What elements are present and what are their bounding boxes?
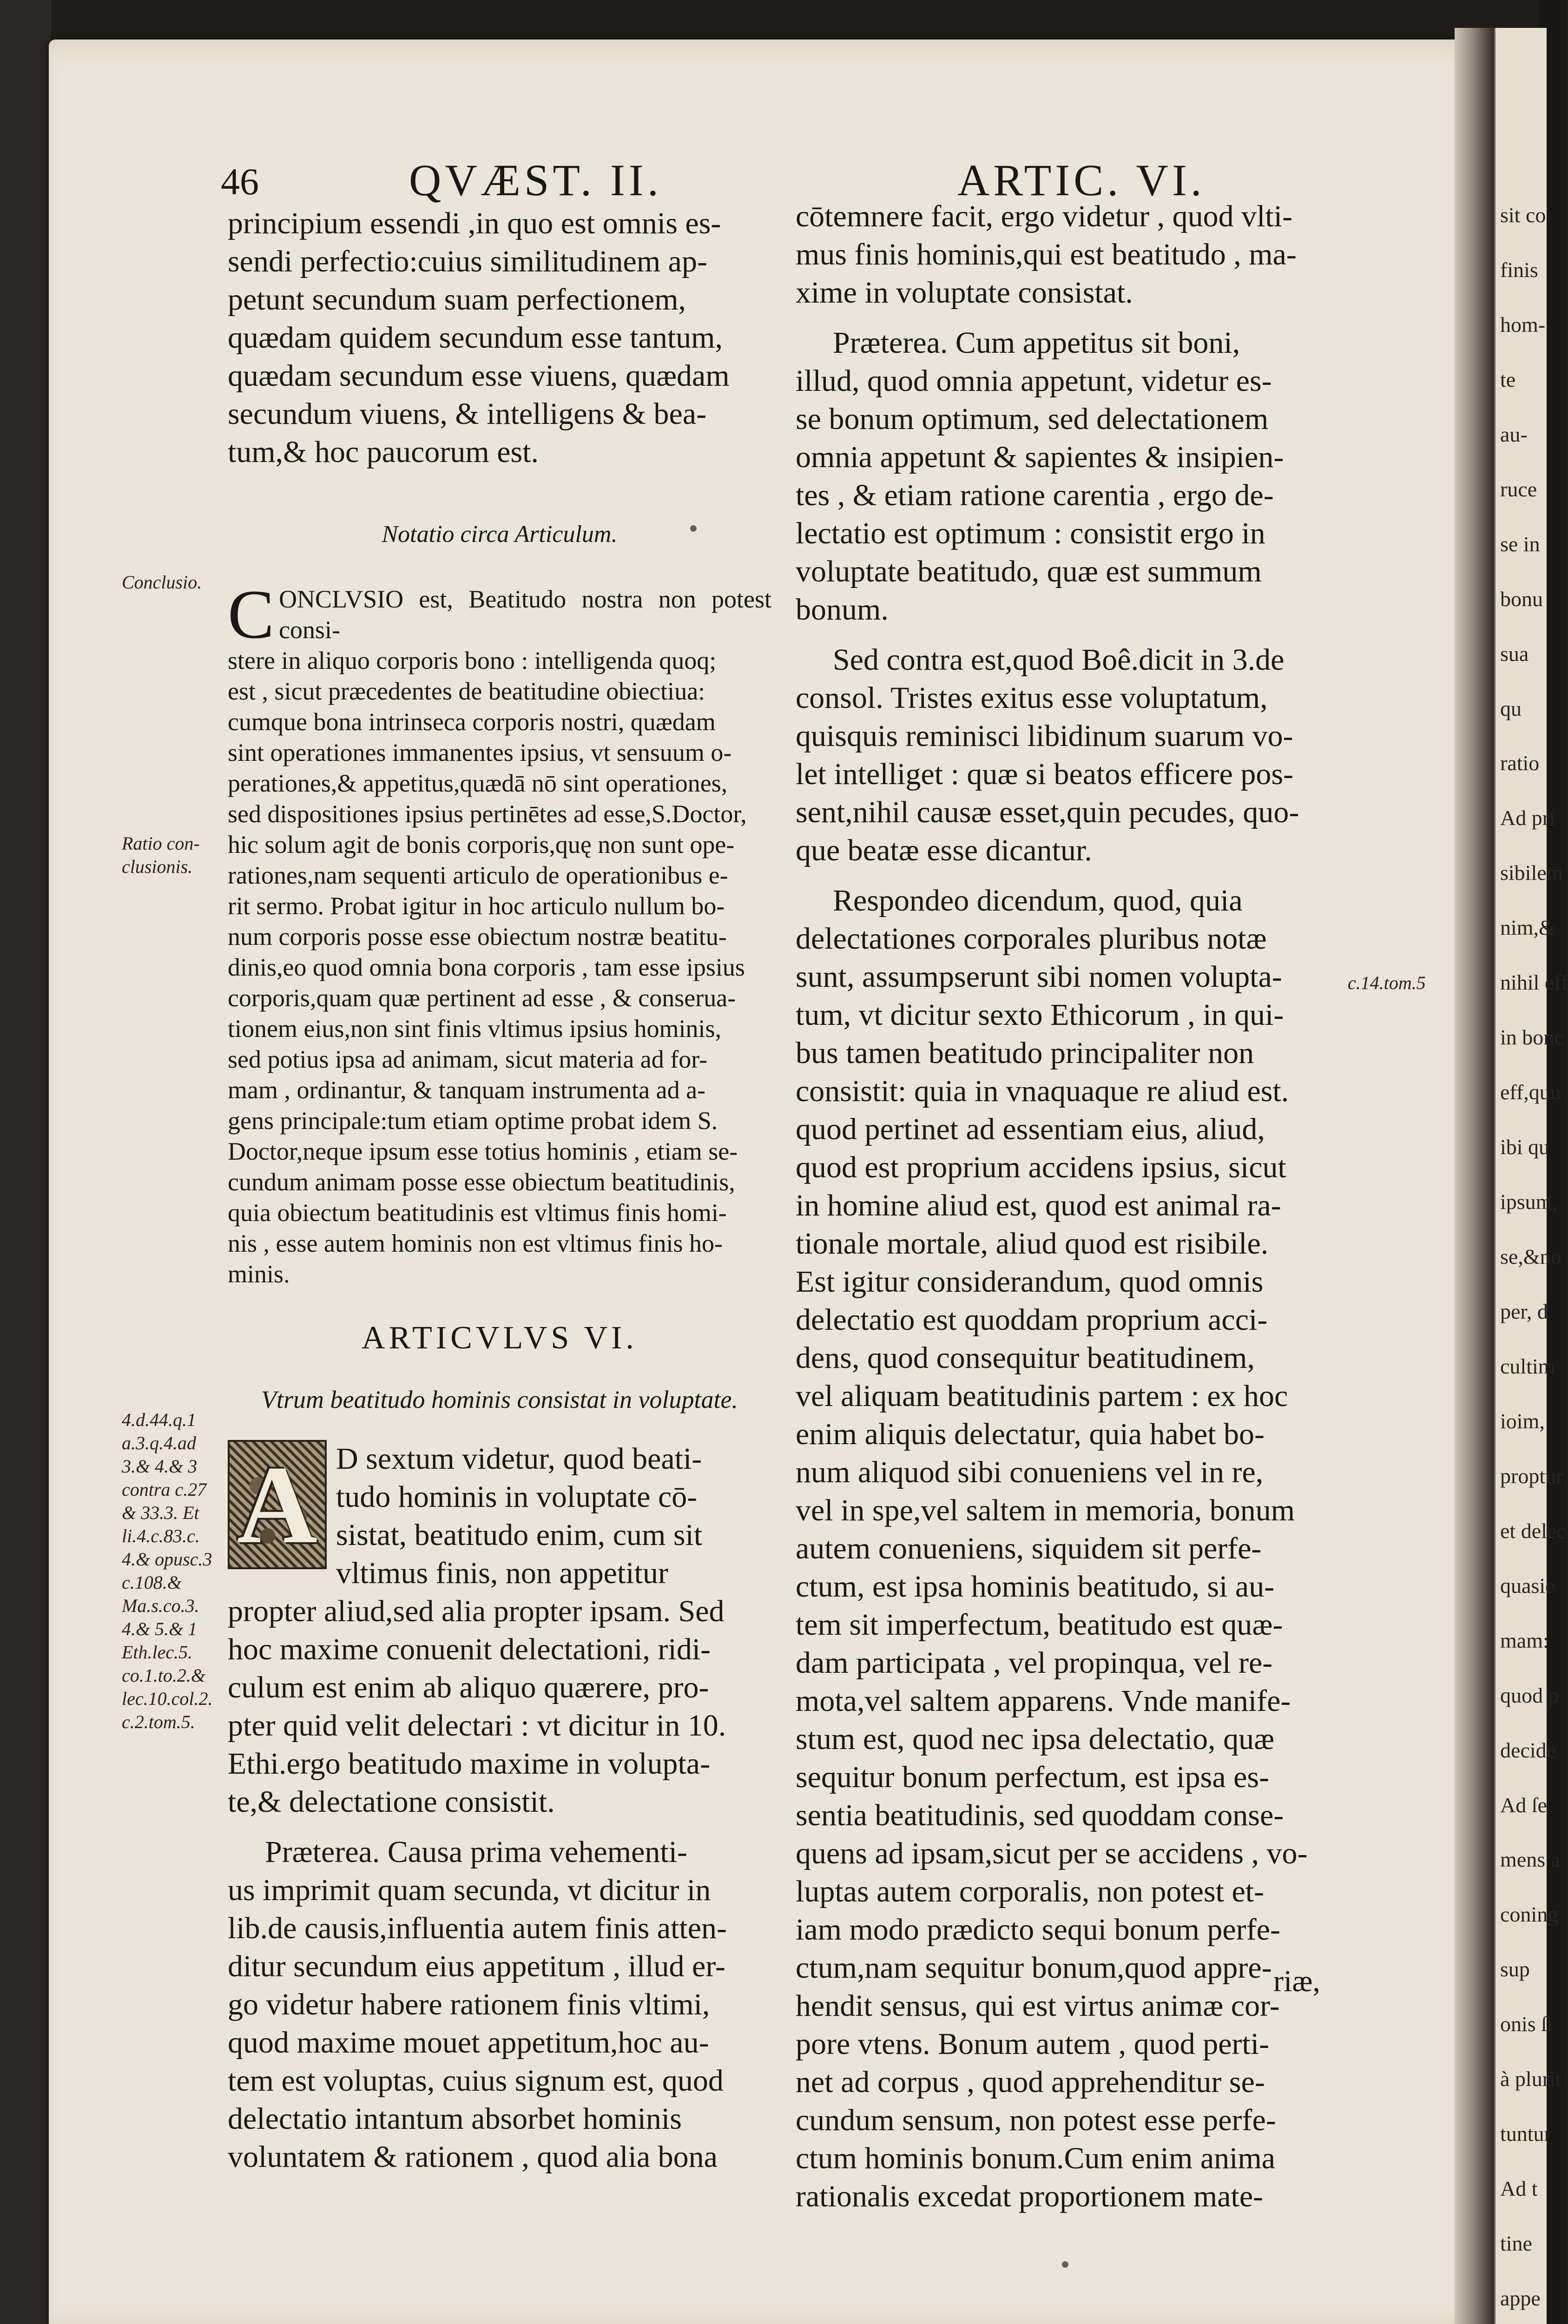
next-page-fragment: finis (1500, 257, 1538, 282)
ink-speck (1062, 2261, 1068, 2268)
next-page-fragment: Ad pri (1500, 806, 1555, 830)
next-page-fragment: cultim (1500, 1354, 1555, 1378)
text-line: omnia appetunt & sapientes & insipien- (796, 440, 1284, 474)
margin-note-line: c.108.& (122, 1572, 182, 1593)
text-line: sendi perfectio:cuius similitudinem ap- (228, 244, 707, 278)
text-line: delectationes corporales pluribus notæ (796, 922, 1267, 956)
text-line: te,& delectatione consistit. (228, 1785, 555, 1819)
text-line: enim aliquis delectatur, quia habet bo- (796, 1417, 1265, 1451)
text-line: tum, vt dicitur sexto Ethicorum , in qui- (796, 998, 1284, 1032)
next-page-fragment: appe (1500, 2286, 1541, 2311)
text-line: hendit sensus, qui est virtus animæ cor- (796, 1989, 1280, 2023)
article-question: Vtrum beatitudo hominis consistat in voluptate. (261, 1386, 738, 1413)
text-line: Præterea. Causa prima vehementi- (265, 1835, 688, 1869)
text-line: hoc maxime conuenit delectationi, ridi- (228, 1632, 711, 1666)
margin-note-line: Ma.s.co.3. (122, 1595, 199, 1616)
article-paragraph (228, 1440, 771, 1821)
next-page-edge (1494, 28, 1568, 2324)
running-header-left: QVÆST. II. (409, 155, 662, 205)
next-page-fragment: hom- (1500, 312, 1546, 337)
next-page-fragment: per, d (1500, 1299, 1548, 1323)
text-line: dinis,eo quod omnia bona corporis , tam esse ipsius (228, 953, 745, 981)
margin-note-line: clusionis. (122, 856, 193, 877)
text-line: hic solum agit de bonis corporis,quę non sunt ope- (228, 831, 735, 858)
text-line: ditur secundum eius appetitum , illud er- (228, 1949, 725, 1983)
text-line: vel aliquam beatitudinis partem : ex hoc (796, 1379, 1288, 1413)
text-line: quens ad ipsam,sicut per se accidens , vo- (796, 1836, 1308, 1870)
next-page-fragment: Ad t (1500, 2177, 1538, 2201)
next-page-fragment: ipsum, (1500, 1190, 1558, 1214)
next-page-fragment: se,&no (1500, 1245, 1561, 1269)
text-line: Ethi.ergo beatitudo maxime in volupta- (228, 1747, 711, 1781)
next-page-fragment: quasie (1500, 1573, 1555, 1598)
next-page-fragment: in bonc (1500, 1025, 1564, 1050)
text-line: stere in aliquo corporis bono : intelligenda quoq; (228, 647, 717, 674)
text-line: illud, quod omnia appetunt, videtur es- (796, 364, 1272, 398)
next-page-fragment: ibi qu (1500, 1135, 1550, 1159)
text-line: quædam quidem secundum esse tantum, (228, 321, 723, 355)
paragraph-sed-contra (796, 641, 1342, 870)
margin-note-line: 4.& opusc.3 (122, 1549, 212, 1570)
text-line: tem est voluptas, cuius signum est, quod (228, 2064, 724, 2098)
text-line: cōtemnere facit, ergo videtur , quod vlti- (796, 199, 1293, 233)
text-line: num corporis posse esse obiectum nostræ beatitu- (228, 923, 727, 951)
margin-note-line: co.1.to.2.& (122, 1665, 205, 1686)
text-line: nis , esse autem hominis non est vltimus finis ho- (228, 1229, 723, 1257)
article-title: ARTICVLVS VI. (362, 1320, 638, 1356)
text-line: delectatio intantum absorbet hominis (228, 2102, 682, 2136)
running-header-right: ARTIC. VI. (957, 155, 1206, 205)
text-line: ctum hominis bonum.Cum enim anima (796, 2141, 1276, 2175)
text-line: voluntatem & rationem , quod alia bona (228, 2140, 718, 2174)
text-line: petunt secundum suam perfectionem, (228, 283, 686, 317)
text-line: tum,& hoc paucorum est. (228, 435, 539, 469)
text-line: xime in voluptate consistat. (796, 276, 1133, 310)
page-number: 46 (221, 160, 259, 203)
next-page-fragment: onis ſi (1500, 2012, 1553, 2036)
text-line: rationes,nam sequenti articulo de operationibus e- (228, 861, 728, 889)
margin-note-ratio (122, 832, 215, 878)
next-page-fragment: proptur (1500, 1464, 1563, 1488)
next-page-fragment: se in (1500, 532, 1540, 556)
next-page-fragment: sibilem (1500, 861, 1563, 885)
margin-note-references (122, 1408, 233, 1734)
next-page-fragment: te (1500, 367, 1516, 391)
margin-note-conclusio: Conclusio. (122, 572, 202, 593)
text-line: mus finis hominis,qui est beatitudo , ma- (796, 238, 1297, 271)
catchword: riæ, (1273, 1964, 1320, 1998)
text-line: tionem eius,non sint finis vltimus ipsius hominis, (228, 1015, 722, 1043)
text-line: que beatæ esse dicantur. (796, 833, 1092, 867)
text-line: corporis,quam quæ pertinent ad esse , & conserua- (228, 984, 736, 1012)
text-line: tionale mortale, aliud quod est risibile. (796, 1227, 1269, 1261)
text-line: Præterea. Cum appetitus sit boni, (833, 326, 1240, 360)
text-line: lectatio est optimum : consistit ergo in (796, 516, 1265, 550)
next-page-fragment: ioim, (1500, 1409, 1545, 1433)
text-line: cundum animam posse esse obiectum beatitudinis, (228, 1168, 735, 1196)
text-line: quisquis reminisci libidinum suarum vo- (796, 719, 1293, 753)
left-column (228, 205, 771, 2176)
text-line: D sextum videtur, quod beati- (336, 1442, 702, 1476)
next-page-fragment: tine (1500, 2232, 1532, 2256)
next-page-fragment: sit co (1500, 203, 1546, 227)
text-line: sent,nihil causæ esset,quin pecudes, quo- (796, 795, 1299, 829)
text-line: quod maxime mouet appetitum,hoc au- (228, 2026, 709, 2060)
text-line: sistat, beatitudo enim, cum sit (336, 1518, 703, 1552)
next-page-fragment: sua (1500, 641, 1529, 666)
text-line: quod pertinet ad essentiam eius, aliud, (796, 1112, 1265, 1146)
text-line: rationalis excedat proportionem mate- (796, 2179, 1264, 2213)
text-line: mam , ordinantur, & tanquam instrumenta ad a- (228, 1076, 706, 1104)
margin-note-line: & 33.3. Et (122, 1502, 199, 1523)
text-line: pore vtens. Bonum autem , quod perti- (796, 2027, 1270, 2061)
text-line: minis. (228, 1260, 290, 1288)
margin-note-line: 3.& 4.& 3 (122, 1456, 198, 1477)
paragraph-praeterea (796, 324, 1342, 629)
text-line: Est igitur considerandum, quod omnis (796, 1265, 1264, 1299)
paragraph-continuation (796, 198, 1342, 312)
text-line: sunt, assumpserunt sibi nomen volupta- (796, 960, 1282, 994)
text-line: secundum viuens, & intelligens & bea- (228, 397, 707, 431)
margin-note-right-reference: c.14.tom.5 (1348, 972, 1426, 993)
text-line: Doctor,neque ipsum esse totius hominis , etiam se- (228, 1137, 738, 1165)
text-line: ctum, est ipsa hominis beatitudo, si au- (796, 1570, 1275, 1604)
text-line: voluptate beatitudo, quæ est summum (796, 555, 1262, 588)
right-column (796, 198, 1342, 2216)
ornamental-drop-capital-a (228, 1440, 327, 1569)
text-line: culum est enim ab aliquo quærere, pro- (228, 1670, 709, 1704)
text-line: net ad corpus , quod apprehenditur se- (796, 2065, 1265, 2099)
text-line: dam participata , vel propinqua, vel re- (796, 1646, 1273, 1680)
next-page-fragment: decide (1500, 1738, 1556, 1762)
text-line: luptas autem corporalis, non potest et- (796, 1875, 1265, 1908)
text-line: us imprimit quam secunda, vt dicitur in (228, 1873, 711, 1907)
text-line: go videtur habere rationem finis vltimi, (228, 1987, 710, 2021)
notatio-heading: Notatio circa Articulum. (382, 521, 618, 548)
text-line: tem sit imperfectum, beatitudo est quæ- (796, 1608, 1283, 1642)
text-line: let intelliget : quæ si beatos efficere pos- (796, 757, 1293, 791)
text-line: vel in spe,vel saltem in memoria, bonum (796, 1493, 1295, 1527)
margin-note-line: Eth.lec.5. (122, 1642, 193, 1663)
next-page-fragment: sup (1500, 1957, 1530, 1981)
text-line: bus tamen beatitudo principaliter non (796, 1036, 1254, 1070)
text-line: iam modo prædicto sequi bonum perfe- (796, 1913, 1280, 1947)
next-page-fragment: nihil eff (1500, 971, 1568, 995)
text-line: sequitur bonum perfectum, est ipsa es- (796, 1760, 1270, 1794)
text-line: consistit: quia in vnaquaque re aliud est. (796, 1074, 1289, 1108)
margin-note-line: 4.d.44.q.1 (122, 1409, 196, 1430)
text-line: autem conueniens, siquidem sit perfe- (796, 1532, 1262, 1565)
text-line: stum est, quod nec ipsa delectatio, quæ (796, 1722, 1275, 1756)
text-line: quia obiectum beatitudinis est vltimus finis homi- (228, 1199, 727, 1227)
next-page-fragment: ratio (1500, 751, 1540, 775)
margin-note-line: c.2.tom.5. (122, 1711, 195, 1732)
text-line: bonum. (796, 593, 889, 627)
text-line: pter quid velit delectari : vt dicitur in 10. (228, 1709, 726, 1743)
opening-paragraph (228, 205, 771, 471)
text-line: delectatio est quoddam proprium acci- (796, 1303, 1268, 1337)
text-line: se bonum optimum, sed delectationem (796, 402, 1269, 436)
next-page-fragment: quod p (1500, 1683, 1559, 1707)
ink-speck (690, 525, 697, 532)
text-line: sed potius ipsa ad animam, sicut materia ad for- (228, 1045, 708, 1073)
next-page-fragment: et delec (1500, 1519, 1566, 1543)
next-page-fragment: nim,& (1500, 916, 1555, 940)
margin-note-line: a.3.q.4.ad (122, 1433, 196, 1453)
text-line: cumque bona intrinseca corporis nostri, quædam (228, 708, 716, 736)
next-page-fragment: mens a (1500, 1848, 1561, 1872)
text-line: principium essendi ,in quo est omnis es- (228, 206, 721, 240)
text-line: vltimus finis, non appetitur (336, 1556, 668, 1590)
margin-note-line: Ratio con- (122, 833, 200, 854)
text-line: in homine aliud est, quod est animal ra- (796, 1188, 1281, 1222)
next-page-fragment: à plurit (1500, 2067, 1561, 2091)
next-page-fragment: mam: (1500, 1628, 1549, 1652)
next-page-fragment: eff,quu (1500, 1080, 1561, 1104)
text-line: tes , & etiam ratione carentia , ergo de- (796, 478, 1274, 512)
next-page-fragment: qu (1500, 696, 1522, 720)
notatio-paragraph (228, 576, 771, 1289)
text-line: sentia beatitudinis, sed quoddam conse- (796, 1798, 1284, 1832)
text-line: cundum sensum, non potest esse perfe- (796, 2103, 1276, 2137)
text-line: lib.de causis,influentia autem finis atten- (228, 1911, 727, 1945)
praeterea-paragraph (228, 1833, 771, 2176)
margin-note-line: li.4.c.83.c. (122, 1525, 200, 1546)
text-line: quædam secundum esse viuens, quædam (228, 359, 730, 393)
next-page-fragment: tuntur (1500, 2122, 1551, 2146)
next-page-fragment: Ad ſe (1500, 1793, 1547, 1817)
text-line: Respondeo dicendum, quod, quia (833, 884, 1243, 918)
drop-capital-letter: A (237, 1443, 318, 1566)
text-line: ctum,nam sequitur bonum,quod appre- (796, 1951, 1272, 1985)
scan-background-left (0, 0, 51, 2324)
text-line: dens, quod consequitur beatitudinem, (796, 1341, 1255, 1375)
text-line: perationes,& appetitus,quædā nō sint operationes, (228, 769, 728, 797)
next-page-fragment: ruce (1500, 477, 1537, 501)
text-line: quod est proprium accidens ipsius, sicut (796, 1150, 1286, 1184)
text-line: gens principale:tum etiam optime probat idem S. (228, 1107, 718, 1135)
margin-note-line: 4.& 5.& 1 (122, 1618, 198, 1639)
text-line: tudo hominis in voluptate cō- (336, 1480, 698, 1514)
text-line: sed dispositiones ipsius pertinētes ad esse,S.Doctor, (228, 800, 747, 828)
next-page-fragment: coning (1500, 1902, 1559, 1927)
text-line: mota,vel saltem apparens. Vnde manife- (796, 1684, 1291, 1718)
text-line: ONCLVSIO est, Beatitudo nostra non potest consi- (279, 585, 771, 644)
paragraph-respondeo (796, 882, 1342, 2216)
text-line: Sed contra est,quod Boê.dicit in 3.de (833, 643, 1285, 677)
margin-note-line: contra c.27 (122, 1479, 207, 1500)
text-line: num aliquod sibi conueniens vel in re, (796, 1455, 1264, 1489)
text-line: sint operationes immanentes ipsius, vt sensuum o- (228, 739, 732, 766)
text-line: rit sermo. Probat igitur in hoc articulo nullum bo- (228, 892, 725, 920)
next-page-fragment: au- (1500, 422, 1528, 446)
margin-note-line: lec.10.col.2. (122, 1688, 213, 1709)
drop-capital-c: C (228, 576, 275, 653)
text-line: est , sicut præcedentes de beatitudine obiectiua: (228, 677, 705, 705)
text-line: consol. Tristes exitus esse voluptatum, (796, 681, 1268, 715)
next-page-fragment: bonu (1500, 587, 1543, 611)
text-line: propter aliud,sed alia propter ipsam. Sed (228, 1594, 725, 1628)
